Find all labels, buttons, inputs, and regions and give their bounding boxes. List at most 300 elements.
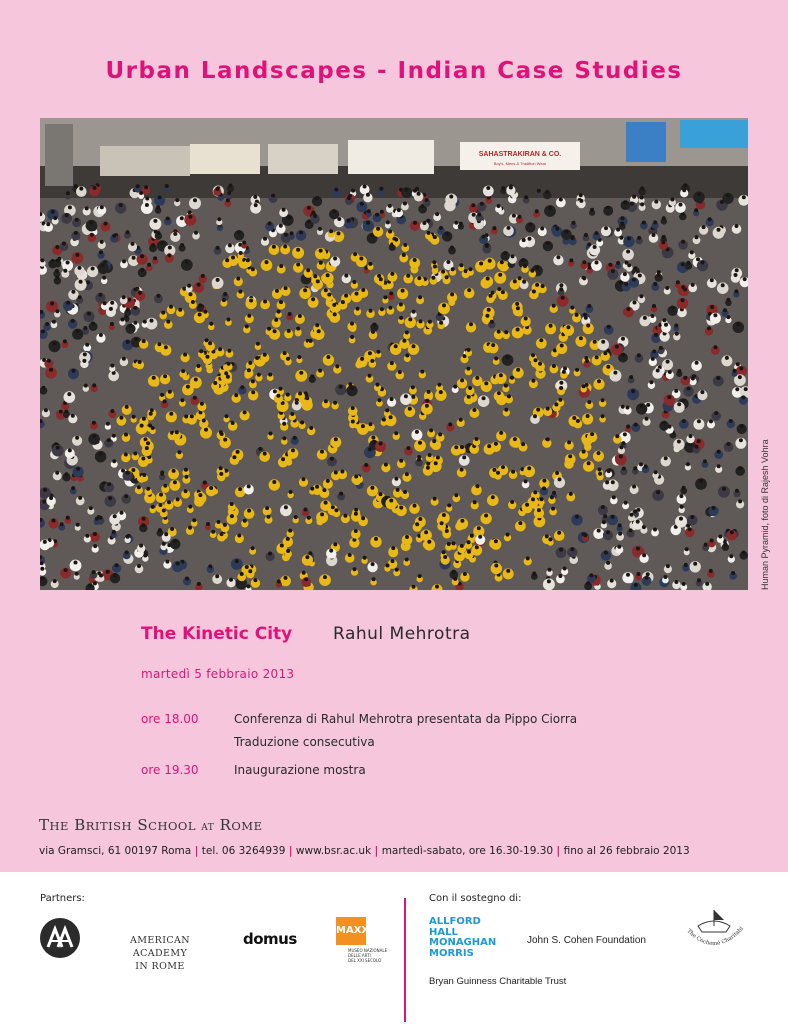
crowd-head	[632, 278, 636, 282]
crowd-head	[172, 469, 176, 473]
crowd-head	[74, 184, 78, 188]
crowd-head	[390, 361, 394, 365]
crowd-head	[265, 506, 269, 510]
crowd-head	[587, 400, 591, 404]
crowd-head	[568, 454, 572, 458]
crowd-head	[640, 186, 644, 190]
crowd-head	[88, 583, 92, 587]
crowd-head	[183, 353, 187, 357]
crowd-head	[572, 416, 576, 420]
crowd-head	[497, 204, 501, 208]
crowd-head	[662, 421, 666, 425]
crowd-head	[85, 343, 89, 347]
address-website[interactable]: www.bsr.ac.uk	[295, 845, 372, 857]
crowd-head	[296, 327, 300, 331]
crowd-head	[93, 532, 97, 536]
crowd-head	[453, 385, 457, 389]
crowd-head	[215, 574, 219, 578]
crowd-head	[587, 461, 591, 465]
crowd-head	[110, 322, 114, 326]
crowd-head	[475, 545, 479, 549]
crowd-head	[219, 466, 223, 470]
american-academy-logo-icon	[40, 918, 80, 958]
crowd-head	[533, 414, 537, 418]
crowd-head	[99, 516, 103, 520]
crowd-head	[634, 423, 638, 427]
crowd-head	[194, 231, 198, 235]
crowd-head	[390, 397, 394, 401]
crowd-head	[133, 321, 137, 325]
crowd-head	[237, 230, 241, 234]
crowd-head	[160, 472, 164, 476]
crowd-head	[419, 319, 423, 323]
crowd-head	[722, 487, 726, 491]
american-academy-logo: AMERICAN ACADEMY IN ROME	[129, 935, 191, 972]
crowd-head	[247, 584, 251, 588]
crowd-head	[534, 358, 538, 362]
crowd-head	[433, 265, 437, 269]
crowd-head	[504, 384, 508, 388]
crowd-head	[697, 419, 701, 423]
crowd-head	[63, 269, 67, 273]
guinness-trust-logo: Bryan Guinness Charitable Trust	[429, 976, 567, 987]
crowd-head	[217, 520, 221, 524]
crowd-head	[289, 490, 293, 494]
crowd-head	[141, 523, 145, 527]
crowd-head	[317, 329, 321, 333]
crowd-head	[432, 260, 436, 264]
crowd-head	[695, 361, 699, 365]
crowd-head	[108, 496, 112, 500]
crowd-head	[677, 369, 681, 373]
crowd-head	[361, 516, 365, 520]
crowd-head	[451, 267, 455, 271]
crowd-head	[151, 426, 155, 430]
crowd-head	[413, 189, 417, 193]
crowd-head	[291, 448, 295, 452]
crowd-head	[53, 579, 57, 583]
crowd-head	[540, 227, 544, 231]
crowd-head	[359, 257, 363, 261]
crowd-head	[283, 351, 287, 355]
crowd-head	[334, 508, 338, 512]
crowd-head	[427, 540, 431, 544]
crowd-head	[548, 537, 552, 541]
crowd-head	[613, 371, 617, 375]
crowd-head	[418, 441, 422, 445]
crowd-head	[627, 263, 631, 267]
crowd-head	[132, 415, 136, 419]
crowd-head	[434, 461, 438, 465]
crowd-head	[708, 217, 712, 221]
crowd-head	[363, 556, 367, 560]
crowd-head	[106, 570, 110, 574]
crowd-head	[209, 322, 213, 326]
crowd-head	[231, 256, 235, 260]
crowd-head	[109, 307, 113, 311]
crowd-head	[579, 336, 583, 340]
crowd-head	[735, 224, 739, 228]
crowd-head	[198, 313, 202, 317]
crowd-head	[535, 283, 539, 287]
crowd-head	[513, 279, 517, 283]
crowd-head	[631, 389, 635, 393]
crowd-head	[282, 436, 286, 440]
crowd-head	[645, 576, 649, 580]
crowd-head	[472, 213, 476, 217]
partners-label: Partners:	[40, 893, 85, 904]
crowd-head	[307, 206, 311, 210]
crowd-head	[497, 287, 501, 291]
crowd-head	[126, 308, 130, 312]
crowd-head	[686, 261, 690, 265]
crowd-head	[169, 305, 173, 309]
crowd-head	[225, 414, 229, 418]
maxxi-logo: MAXXI	[336, 917, 366, 945]
crowd-head	[351, 420, 355, 424]
crowd-head	[418, 295, 422, 299]
crowd-head	[216, 246, 220, 250]
crowd-head	[95, 517, 99, 521]
crowd-head	[176, 497, 180, 501]
crowd-head	[506, 355, 510, 359]
crowd-head	[556, 255, 560, 259]
crowd-head	[66, 516, 70, 520]
crowd-head	[586, 414, 590, 418]
crowd-head	[138, 291, 142, 295]
crowd-head	[369, 422, 373, 426]
crowd-head	[594, 231, 598, 235]
crowd-head	[399, 506, 403, 510]
crowd-head	[640, 404, 644, 408]
crowd-head	[324, 501, 328, 505]
crowd-head	[286, 357, 290, 361]
crowd-head	[137, 564, 141, 568]
crowd-head	[173, 539, 177, 543]
crowd-head	[653, 528, 657, 532]
crowd-head	[237, 534, 241, 538]
crowd-head	[506, 533, 510, 537]
crowd-head	[384, 463, 388, 467]
crowd-head	[566, 325, 570, 329]
crowd-head	[167, 500, 171, 504]
crowd-head	[201, 274, 205, 278]
crowd-head	[651, 357, 655, 361]
crowd-head	[699, 479, 703, 483]
crowd-head	[644, 465, 648, 469]
crowd-head	[288, 216, 292, 220]
crowd-head	[334, 471, 338, 475]
crowd-head	[583, 533, 587, 537]
crowd-head	[66, 301, 70, 305]
crowd-head	[559, 283, 563, 287]
crowd-head	[731, 571, 735, 575]
crowd-head	[68, 448, 72, 452]
crowd-head	[376, 227, 380, 231]
crowd-head	[675, 332, 679, 336]
crowd-head	[643, 316, 647, 320]
crowd-head	[182, 287, 186, 291]
crowd-head	[366, 221, 370, 225]
crowd-head	[518, 276, 522, 280]
crowd-head	[738, 375, 742, 379]
crowd-head	[494, 564, 498, 568]
crowd-head	[411, 395, 415, 399]
crowd-head	[617, 545, 621, 549]
crowd-head	[683, 183, 687, 187]
crowd-head	[388, 306, 392, 310]
crowd-head	[418, 574, 422, 578]
crowd-head	[287, 329, 291, 333]
crowd-head	[523, 264, 527, 268]
crowd-head	[394, 477, 398, 481]
crowd-head	[679, 494, 683, 498]
crowd-head	[288, 312, 292, 316]
crowd-head	[489, 294, 493, 298]
crowd-head	[575, 368, 579, 372]
crowd-head	[127, 298, 131, 302]
crowd-head	[439, 390, 443, 394]
crowd-head	[113, 514, 117, 518]
crowd-head	[585, 359, 589, 363]
crowd-head	[363, 185, 367, 189]
crowd-head	[333, 542, 337, 546]
crowd-head	[132, 256, 136, 260]
crowd-head	[406, 274, 410, 278]
crowd-head	[654, 470, 658, 474]
crowd-head	[368, 351, 372, 355]
crowd-head	[597, 529, 601, 533]
crowd-head	[331, 505, 335, 509]
crowd-head	[370, 359, 374, 363]
crowd-head	[579, 199, 583, 203]
crowd-head	[525, 503, 529, 507]
crowd-head	[603, 351, 607, 355]
crowd-head	[332, 209, 336, 213]
crowd-head	[72, 369, 76, 373]
crowd-head	[674, 324, 678, 328]
crowd-head	[540, 497, 544, 501]
crowd-head	[646, 572, 650, 576]
crowd-head	[180, 216, 184, 220]
crowd-head	[686, 462, 690, 466]
crowd-head	[165, 184, 169, 188]
crowd-head	[227, 362, 231, 366]
crowd-head	[546, 407, 550, 411]
crowd-head	[175, 198, 179, 202]
crowd-head	[140, 254, 144, 258]
crowd-head	[281, 457, 285, 461]
crowd-head	[40, 567, 44, 571]
crowd-head	[428, 453, 432, 457]
crowd-head	[407, 446, 411, 450]
crowd-head	[515, 302, 519, 306]
crowd-head	[52, 519, 56, 523]
crowd-head	[663, 575, 667, 579]
crowd-head	[527, 466, 531, 470]
crowd-head	[361, 288, 365, 292]
crowd-head	[344, 274, 348, 278]
crowd-head	[74, 561, 78, 565]
crowd-head	[615, 345, 619, 349]
crowd-head	[303, 288, 307, 292]
crowd-head	[145, 203, 149, 207]
crowd-head	[107, 438, 111, 442]
crowd-head	[670, 198, 674, 202]
crowd-head	[125, 550, 129, 554]
crowd-head	[629, 528, 633, 532]
crowd-head	[85, 534, 89, 538]
crowd-head	[433, 235, 437, 239]
crowd-head	[64, 568, 68, 572]
crowd-head	[229, 184, 233, 188]
poster-title: Urban Landscapes - Indian Case Studies	[105, 58, 683, 84]
crowd-head	[386, 220, 390, 224]
crowd-head	[486, 277, 490, 281]
crowd-head	[546, 241, 550, 245]
crowd-head	[468, 386, 472, 390]
crowd-head	[229, 578, 233, 582]
crowd-head	[150, 319, 154, 323]
crowd-head	[463, 572, 467, 576]
crowd-head	[408, 407, 412, 411]
crowd-head	[286, 537, 290, 541]
crowd-head	[418, 517, 422, 521]
crowd-head	[276, 394, 280, 398]
crowd-head	[604, 551, 608, 555]
crowd-head	[248, 569, 252, 573]
crowd-head	[603, 514, 607, 518]
crowd-head	[93, 186, 97, 190]
crowd-head	[263, 237, 267, 241]
crowd-head	[666, 564, 670, 568]
crowd-head	[679, 517, 683, 521]
crowd-head	[569, 258, 573, 262]
crowd-head	[494, 357, 498, 361]
crowd-head	[391, 559, 395, 563]
crowd-head	[41, 576, 45, 580]
crowd-head	[674, 580, 678, 584]
crowd-head	[150, 408, 154, 412]
crowd-head	[484, 514, 488, 518]
crowd-head	[119, 203, 123, 207]
crowd-head	[247, 368, 251, 372]
crowd-head	[313, 214, 317, 218]
crowd-head	[516, 328, 520, 332]
crowd-head	[279, 387, 283, 391]
crowd-photo	[40, 118, 748, 590]
crowd-head	[194, 378, 198, 382]
crowd-head	[621, 216, 625, 220]
crowd-head	[412, 344, 416, 348]
crowd-head	[120, 511, 124, 515]
crowd-head	[582, 384, 586, 388]
crowd-head	[442, 550, 446, 554]
crowd-head	[713, 313, 717, 317]
crowd-head	[124, 453, 128, 457]
crowd-head	[163, 484, 167, 488]
crowd-head	[417, 458, 421, 462]
crowd-head	[76, 467, 80, 471]
crowd-head	[579, 193, 583, 197]
crowd-head	[619, 445, 623, 449]
crowd-head	[375, 213, 379, 217]
crowd-head	[624, 501, 628, 505]
crowd-head	[636, 520, 640, 524]
crowd-head	[146, 487, 150, 491]
crowd-head	[567, 440, 571, 444]
crowd-head	[542, 479, 546, 483]
crowd-head	[700, 390, 704, 394]
crowd-head	[682, 582, 686, 586]
crowd-head	[323, 575, 327, 579]
crowd-head	[272, 245, 276, 249]
crowd-head	[531, 497, 535, 501]
crowd-head	[429, 428, 433, 432]
crowd-head	[227, 191, 231, 195]
crowd-head	[49, 496, 53, 500]
crowd-head	[382, 418, 386, 422]
crowd-head	[403, 202, 407, 206]
crowd-head	[661, 240, 665, 244]
crowd-head	[626, 573, 630, 577]
crowd-head	[703, 459, 707, 463]
crowd-head	[690, 250, 694, 254]
crowd-head	[329, 549, 333, 553]
crowd-head	[350, 322, 354, 326]
crowd-head	[439, 226, 443, 230]
crowd-head	[739, 438, 743, 442]
crowd-head	[374, 537, 378, 541]
crowd-head	[112, 434, 116, 438]
crowd-head	[707, 326, 711, 330]
crowd-head	[601, 414, 605, 418]
crowd-head	[705, 582, 709, 586]
crowd-head	[133, 306, 137, 310]
crowd-head	[188, 505, 192, 509]
crowd-head	[209, 486, 213, 490]
shop-sign-text: SAHASTRAKIRAN & CO.	[478, 151, 562, 158]
crowd-head	[413, 221, 417, 225]
crowd-head	[125, 405, 129, 409]
crowd-head	[294, 515, 298, 519]
crowd-head	[649, 380, 653, 384]
crowd-head	[730, 530, 734, 534]
crowd-head	[47, 359, 51, 363]
crowd-head	[606, 206, 610, 210]
crowd-head	[181, 369, 185, 373]
crowd-head	[735, 268, 739, 272]
crowd-head	[436, 456, 440, 460]
crowd-head	[557, 531, 561, 535]
crowd-head	[142, 473, 146, 477]
crowd-head	[681, 262, 685, 266]
crowd-head	[299, 230, 303, 234]
crowd-head	[353, 252, 357, 256]
crowd-head	[243, 410, 247, 414]
crowd-head	[531, 353, 535, 357]
shop-sign-subtext: Boy's, Mens & Tradition Wear	[493, 161, 547, 166]
crowd-head	[239, 251, 243, 255]
crowd-head	[435, 585, 439, 589]
crowd-head	[390, 272, 394, 276]
crowd-head	[695, 235, 699, 239]
crowd-head	[126, 471, 130, 475]
crowd-head	[462, 455, 466, 459]
crowd-head	[245, 325, 249, 329]
crowd-head	[689, 434, 693, 438]
crowd-head	[380, 210, 384, 214]
